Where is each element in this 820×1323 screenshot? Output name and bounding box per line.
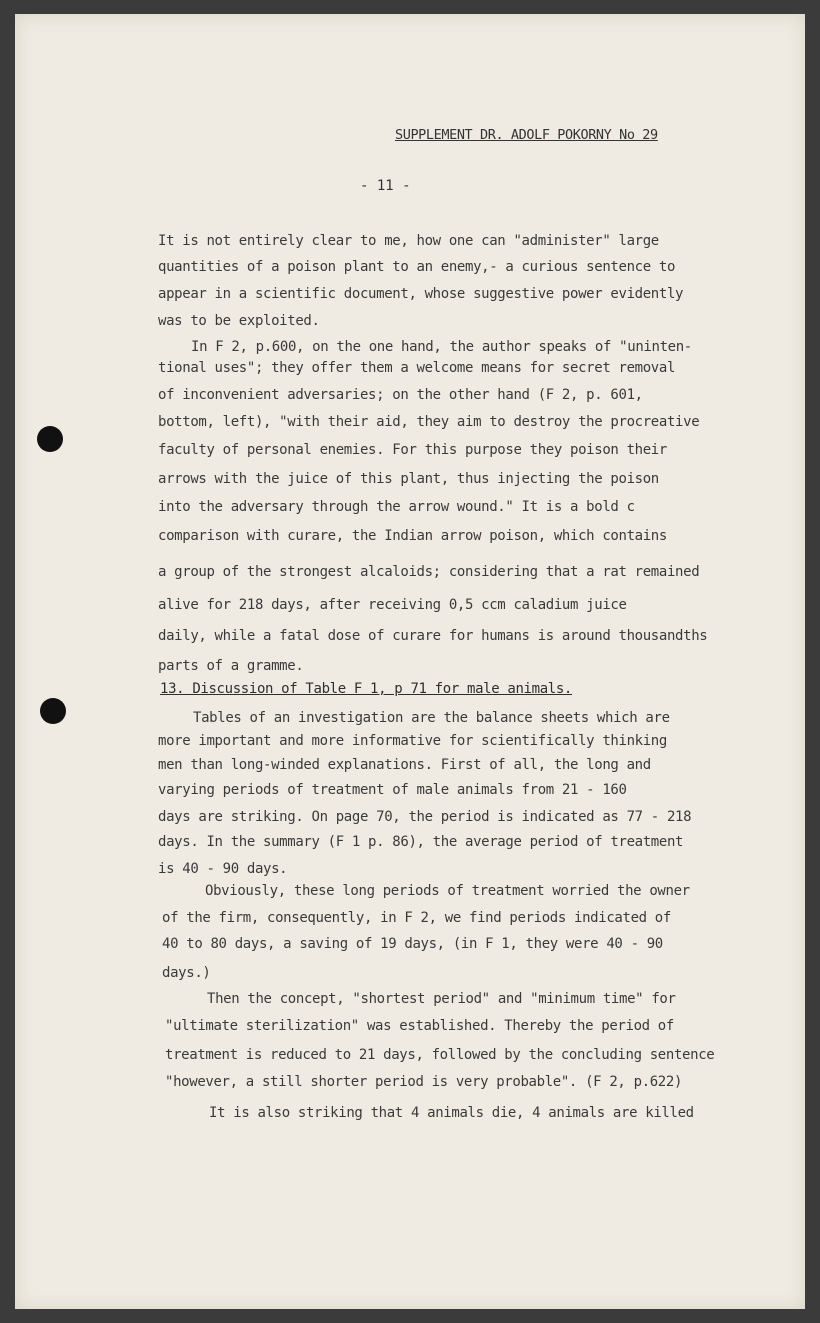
- text-line: quantities of a poison plant to an enemy,- a curious sentence to: [158, 259, 676, 275]
- text-line: is 40 - 90 days.: [158, 861, 288, 877]
- text-line: It is not entirely clear to me, how one can "administer" large: [158, 233, 659, 249]
- text-line: faculty of personal enemies. For this purpose they poison their: [158, 442, 667, 458]
- text-line: Then the concept, "shortest period" and "minimum time" for: [207, 991, 676, 1007]
- text-line: bottom, left), "with their aid, they aim to destroy the procreative: [158, 414, 700, 430]
- text-line: comparison with curare, the Indian arrow poison, which contains: [158, 528, 667, 544]
- text-line: into the adversary through the arrow wound." It is a bold c: [158, 499, 635, 515]
- text-line: arrows with the juice of this plant, thus injecting the poison: [158, 471, 659, 487]
- text-line: In F 2, p.600, on the one hand, the author speaks of "uninten-: [191, 339, 692, 355]
- text-line: "however, a still shorter period is very probable". (F 2, p.622): [165, 1074, 683, 1090]
- text-line: treatment is reduced to 21 days, followed by the concluding sentence: [165, 1047, 715, 1063]
- punch-hole-top: [37, 426, 63, 452]
- text-line: "ultimate sterilization" was established. Thereby the period of: [165, 1018, 674, 1034]
- text-line: daily, while a fatal dose of curare for humans is around thousandths: [158, 628, 708, 644]
- text-line: days are striking. On page 70, the period is indicated as 77 - 218: [158, 809, 692, 825]
- text-line: men than long-winded explanations. First of all, the long and: [158, 757, 651, 773]
- text-line: of inconvenient adversaries; on the other hand (F 2, p. 601,: [158, 387, 643, 403]
- text-line: days.): [162, 965, 211, 981]
- text-line: It is also striking that 4 animals die, 4 animals are killed: [209, 1105, 694, 1121]
- text-line: more important and more informative for scientifically thinking: [158, 733, 667, 749]
- text-line: was to be exploited.: [158, 313, 320, 329]
- text-line: a group of the strongest alcaloids; considering that a rat remained: [158, 564, 700, 580]
- punch-hole-bottom: [40, 698, 66, 724]
- document-page: [15, 14, 805, 1309]
- text-line: varying periods of treatment of male animals from 21 - 160: [158, 782, 627, 798]
- text-line: days. In the summary (F 1 p. 86), the average period of treatment: [158, 834, 684, 850]
- text-line: Obviously, these long periods of treatment worried the owner: [205, 883, 690, 899]
- text-line: parts of a gramme.: [158, 658, 304, 674]
- text-line: Tables of an investigation are the balance sheets which are: [193, 710, 670, 726]
- text-line: appear in a scientific document, whose suggestive power evidently: [158, 286, 684, 302]
- document-header: SUPPLEMENT DR. ADOLF POKORNY No 29: [395, 127, 658, 143]
- text-line: of the firm, consequently, in F 2, we find periods indicated of: [162, 910, 671, 926]
- page-number: - 11 -: [360, 178, 411, 194]
- text-line: alive for 218 days, after receiving 0,5 ccm caladium juice: [158, 597, 627, 613]
- section-heading: 13. Discussion of Table F 1, p 71 for male animals.: [160, 681, 573, 697]
- text-line: tional uses"; they offer them a welcome means for secret removal: [158, 360, 676, 376]
- text-line: 40 to 80 days, a saving of 19 days, (in F 1, they were 40 - 90: [162, 936, 663, 952]
